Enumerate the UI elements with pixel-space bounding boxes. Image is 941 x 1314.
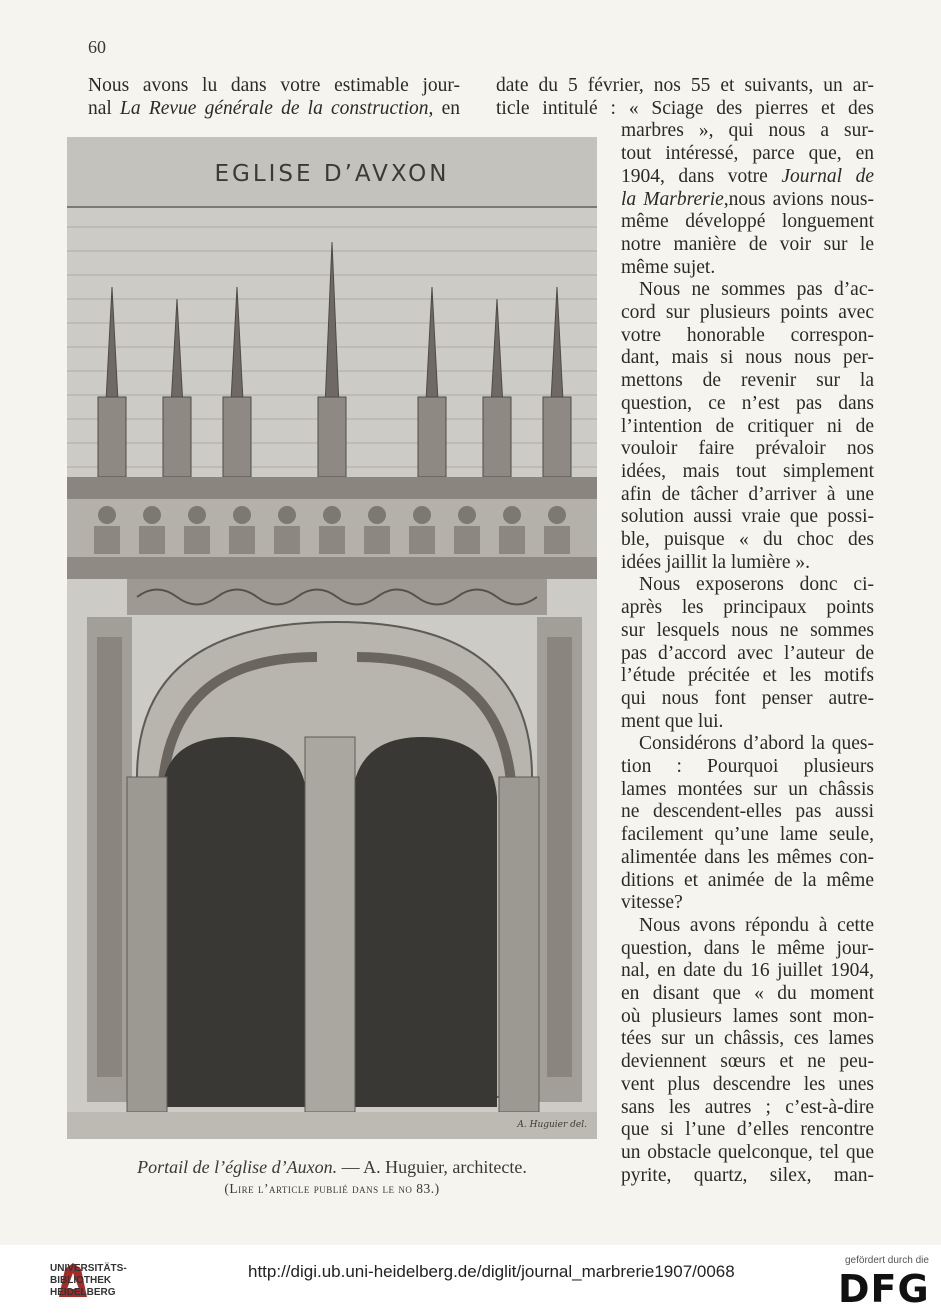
text-line: cord sur plusieurs points avec <box>621 302 874 323</box>
text-line: un obstacle quelconque, tel que <box>621 1141 874 1163</box>
text-line: facilement qu’une lame seule, <box>621 824 874 846</box>
text-line: l’étude précitée et les motifs <box>621 665 874 687</box>
text-line: l’intention de critiquer ni de <box>621 415 874 437</box>
text-line: vouloir faire prévaloir nos <box>621 438 874 460</box>
text-line: mettons de revenir sur la <box>621 370 874 392</box>
text-line: pas d’accord avec l’auteur de <box>621 642 874 664</box>
text-line: deviennent sœurs et ne peu- <box>621 1051 874 1073</box>
viewer-footer <box>0 1245 941 1314</box>
text-line: sans les autres ; c’est-à-dire <box>621 1096 874 1118</box>
text-line: nal, en date du 16 juillet 1904, <box>621 960 874 982</box>
plate-signature: A. Huguier del. <box>517 1120 587 1130</box>
text-line: idées jaillit la lumière ». <box>621 551 810 573</box>
plate-inscription: EGLISE D’AVXON <box>214 161 450 187</box>
text-line: lames montées sur un châssis <box>621 778 874 800</box>
text-line: tées sur un châssis, ces lames <box>621 1028 874 1050</box>
text-line: ditions et animée de la même <box>621 869 874 891</box>
text-line: ment que lui. <box>621 710 724 732</box>
text-line: après les principaux points <box>621 597 874 619</box>
text-line: que si l’une d’elles rencontre <box>621 1119 874 1141</box>
text-line: la Marbrerie,nous avions nous- <box>621 188 874 210</box>
text-line: solution aussi vraie que possi- <box>621 506 874 528</box>
text-line: vent plus descendre les unes <box>621 1073 874 1095</box>
figure-caption: Portail de l’église d’Auxon. — A. Huguier, architecte. <box>137 1157 527 1177</box>
text-line: tion : Pourquoi plusieurs <box>621 756 874 777</box>
text-line: votre honorable correspon- <box>621 324 874 346</box>
text-line: afin de tâcher d’arriver à une <box>621 483 874 505</box>
text-line: ne descendent-elles pas aussi <box>621 801 874 823</box>
text-line: Nous exposerons donc ci- <box>639 574 874 596</box>
text-line: question, dans le même jour- <box>621 937 874 959</box>
text-line: Nous avons répondu à cette <box>639 914 874 936</box>
dfg-logo: DFG <box>838 1267 930 1311</box>
text-line: question, ce n’est pas dans <box>621 392 874 414</box>
text-line: idées, mais tout simplement <box>621 460 874 482</box>
library-name: UNIVERSITÄTS- BIBLIOTHEK HEIDELBERG <box>50 1263 127 1298</box>
figure-caption-note: (Lire l’article publié dans le no 83.) <box>224 1181 440 1196</box>
text-line: alimentée dans les mêmes con- <box>621 846 874 868</box>
text-line: sur lesquels nous ne sommes <box>621 619 874 641</box>
funding-label: gefördert durch die <box>845 1255 929 1266</box>
text-line: ble, puisque « du choc des <box>621 529 874 550</box>
text-line: 1904, dans votre Journal de <box>621 165 874 187</box>
source-url-link[interactable]: http://digi.ub.uni-heidelberg.de/diglit/journal_marbrerie1907/0068 <box>248 1262 735 1281</box>
text-line: pyrite, quartz, silex, man- <box>621 1164 874 1186</box>
text-line: tout intéressé, parce que, en <box>621 143 874 165</box>
page-number: 60 <box>88 37 106 57</box>
text-line: notre manière de voir sur le <box>621 233 874 255</box>
text-line: Nous avons lu dans votre estimable jour- <box>88 75 460 96</box>
text-line: Nous ne sommes pas d’ac- <box>639 279 874 301</box>
text-line: qui nous font penser autre- <box>621 687 874 709</box>
text-line: en disant que « du moment <box>621 983 874 1004</box>
text-line: même sujet. <box>621 256 716 278</box>
text-line: où plusieurs lames sont mon- <box>621 1005 874 1027</box>
text-line: dant, mais si nous nous per- <box>621 347 874 369</box>
text-line: ticle intitulé : « Sciage des pierres et des <box>496 97 874 119</box>
portal-illustration <box>67 137 597 1139</box>
engraving-plate <box>67 137 597 1139</box>
text-line: marbres », qui nous a sur- <box>621 120 874 142</box>
text-line: date du 5 février, nos 55 et suivants, un ar- <box>496 75 874 96</box>
text-line: nal La Revue générale de la construction, en <box>88 98 460 119</box>
text-line: même développé longuement <box>621 211 874 233</box>
text-line: Considérons d’abord la ques- <box>639 733 874 755</box>
text-line: vitesse? <box>621 892 683 914</box>
